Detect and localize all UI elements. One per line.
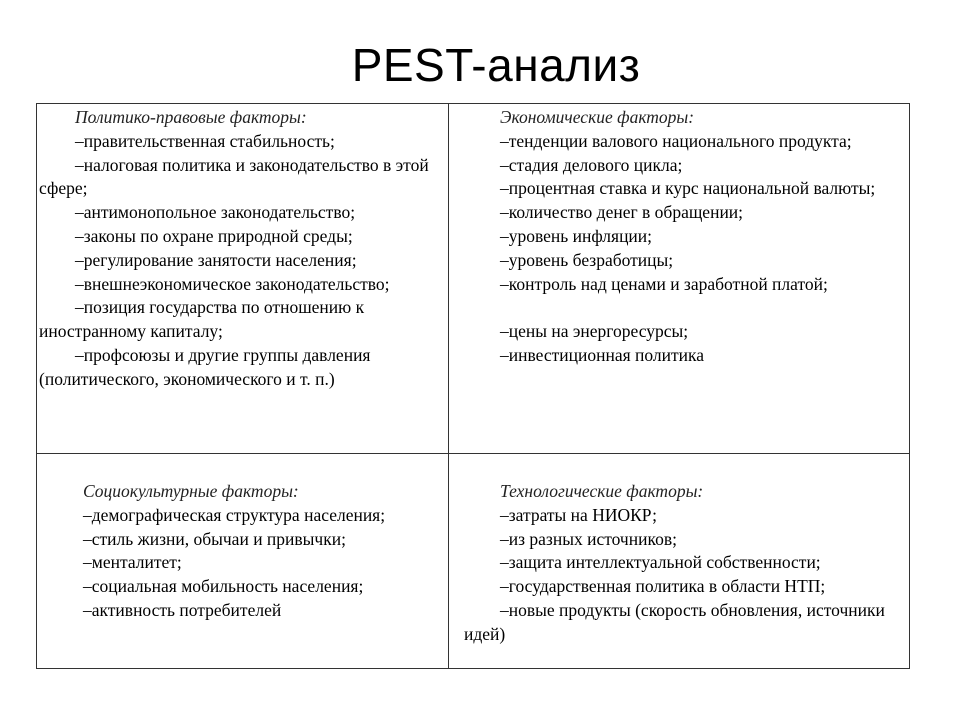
sociocultural-quadrant (37, 454, 449, 668)
factor-item: –антимонопольное законодательство; (75, 202, 356, 223)
factor-item: –регулирование занятости населения; (75, 249, 357, 270)
quadrant-heading: Социокультурные факторы: (83, 481, 299, 501)
factor-item: –активность потребителей (83, 599, 282, 620)
factor-item: –уровень инфляции; (500, 225, 653, 246)
factor-item: –количество денег в обращении; (500, 202, 744, 223)
quadrant-heading: Политико-правовые факторы: (75, 107, 307, 127)
factor-item: –внешнеэкономическое законодательство; (75, 273, 390, 294)
factor-item: –уровень безработицы; (500, 249, 674, 270)
spacer (464, 296, 901, 320)
factor-item: –законы по охране природной среды; (75, 225, 353, 246)
factor-item: –защита интеллектуальной собственности; (500, 552, 821, 573)
factor-item: –инвестиционная политика (500, 344, 705, 365)
factor-item: –процентная ставка и курс национальной валюты; (500, 178, 876, 199)
factor-item: –социальная мобильность населения; (83, 576, 364, 597)
factor-item: –из разных источников; (500, 528, 677, 549)
factor-item: –тенденции валового национального продукта; (500, 130, 852, 151)
economic-quadrant (449, 104, 909, 454)
quadrant-heading: Технологические факторы: (500, 481, 704, 501)
factor-item: –профсоюзы и другие группы давления (политического, экономического и т. п.) (39, 344, 371, 389)
factor-item: –менталитет; (83, 552, 182, 573)
technological-quadrant (449, 454, 909, 668)
factor-item: –государственная политика в области НТП; (500, 576, 826, 597)
factor-item: –правительственная стабильность; (75, 130, 335, 151)
factor-item: –стадия делового цикла; (500, 154, 683, 175)
factor-item: –контроль над ценами и заработной платой; (500, 273, 828, 294)
factor-item: –цены на энергоресурсы; (500, 321, 689, 342)
page-title: PEST-анализ (351, 39, 641, 91)
factor-item: –налоговая политика и законодательство в этой сфере; (39, 154, 429, 199)
political-legal-quadrant (37, 104, 449, 454)
factor-item: –позиция государства по отношению к иностранному капиталу; (39, 297, 365, 342)
pest-table (36, 103, 910, 669)
factor-item: –демографическая структура населения; (83, 504, 386, 525)
factor-item: –новые продукты (скорость обновления, источники идей) (464, 599, 885, 644)
factor-item: –затраты на НИОКР; (500, 504, 658, 525)
quadrant-heading: Экономические факторы: (500, 107, 695, 127)
factor-item: –стиль жизни, обычаи и привычки; (83, 528, 346, 549)
